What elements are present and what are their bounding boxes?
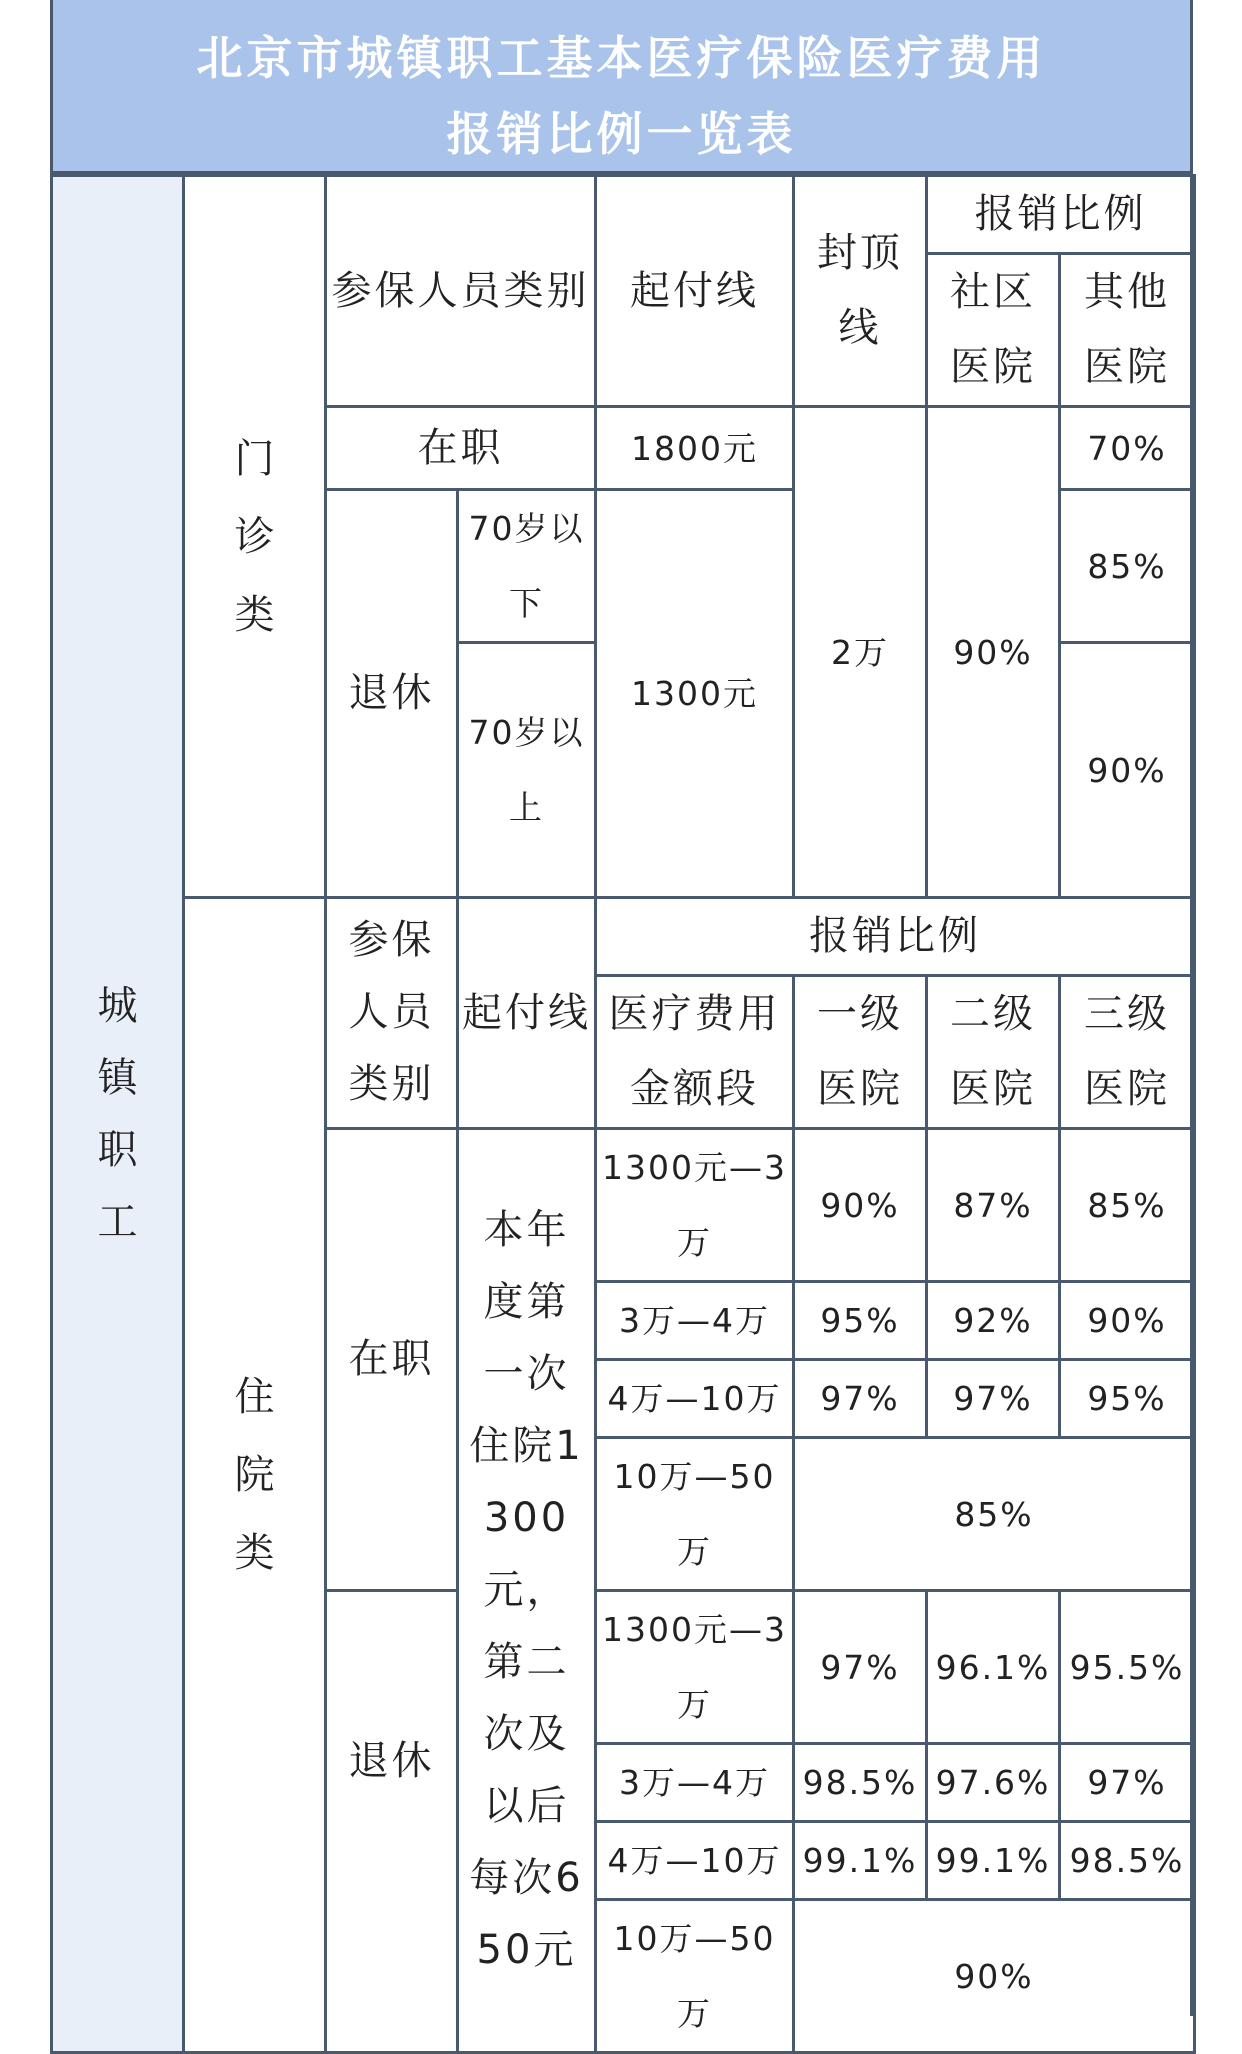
ip-header-level2-text: 二级医院 (950, 991, 1036, 1112)
ip-employed-range-4 (596, 1438, 794, 1591)
ip-deductible-text-content: 本年度第一次住院1300元，第二次及以后每次650元 (469, 1206, 584, 1973)
op-cap-value: 2万 (794, 407, 927, 898)
ip-retired-l2-2: 97.6% (927, 1744, 1060, 1822)
ip-retired-range-1 (596, 1591, 794, 1744)
ip-employed-l2-1: 87% (927, 1129, 1060, 1282)
op-employed-other-ratio: 70% (1060, 407, 1195, 490)
ip-employed-range-4-text: 10万—50万 (613, 1457, 776, 1571)
ip-retired-l2-3: 99.1% (927, 1822, 1060, 1900)
ip-header-deductible: 起付线 (458, 898, 596, 1129)
title-line-2: 报销比例一览表 (446, 107, 797, 161)
ip-header-ratio: 报销比例 (596, 898, 1195, 976)
ip-employed-l1-2: 95% (794, 1282, 927, 1360)
ip-header-amount (596, 976, 794, 1129)
op-retired-over70 (458, 643, 596, 898)
op-retired-deductible: 1300元 (596, 490, 794, 898)
op-employed-label: 在职 (326, 407, 596, 490)
ip-employed-range-2: 3万—4万 (596, 1282, 794, 1360)
ip-employed-l3-2: 90% (1060, 1282, 1195, 1360)
ip-retired-range-2: 3万—4万 (596, 1744, 794, 1822)
op-header-cap (794, 176, 927, 407)
ip-header-level1 (794, 976, 927, 1129)
ip-employed-range-1-text: 1300元—3万 (602, 1148, 787, 1262)
op-header-community (927, 254, 1060, 407)
op-header-deductible: 起付线 (596, 176, 794, 407)
inpatient-category-cell (184, 898, 326, 2053)
outpatient-category-cell (184, 176, 326, 898)
op-retired-under70 (458, 490, 596, 643)
ip-retired-label-text: 退休 (348, 1738, 435, 1784)
op-community-ratio: 90% (927, 407, 1060, 898)
op-employed-deductible: 1800元 (596, 407, 794, 490)
ip-retired-l3-3: 98.5% (1060, 1822, 1195, 1900)
title-line-1: 北京市城镇职工基本医疗保险医疗费用 (196, 31, 1047, 85)
side-label: 城镇职工 (97, 983, 138, 1245)
op-retired-over70-ratio: 90% (1060, 643, 1195, 898)
ip-retired-l2-1: 96.1% (927, 1591, 1060, 1744)
ip-header-level2 (927, 976, 1060, 1129)
ip-retired-range-4-text: 10万—50万 (613, 1919, 776, 2033)
ip-header-person-type (326, 898, 458, 1129)
ip-retired-all-4: 90% (794, 1900, 1195, 2053)
ip-employed-all-4: 85% (794, 1438, 1195, 1591)
op-header-person-type: 参保人员类别 (326, 176, 596, 407)
ip-retired-range-1-text: 1300元—3万 (602, 1610, 787, 1724)
op-retired-under70-text: 70岁以下 (468, 509, 585, 623)
ip-employed-l3-1: 85% (1060, 1129, 1195, 1282)
ip-retired-range-3: 4万—10万 (596, 1822, 794, 1900)
ip-header-level1-text: 一级医院 (817, 991, 903, 1112)
side-label-cell (52, 176, 184, 2053)
inpatient-category: 住院类 (234, 1374, 275, 1576)
op-header-community-text: 社区医院 (950, 269, 1036, 390)
ip-employed-l1-3: 97% (794, 1360, 927, 1438)
op-retired-over70-text: 70岁以上 (468, 713, 585, 827)
ip-employed-label: 在职 (326, 1129, 458, 1591)
outpatient-category: 门诊类 (234, 435, 275, 638)
ip-retired-range-4 (596, 1900, 794, 2053)
ip-retired-l1-3: 99.1% (794, 1822, 927, 1900)
reimbursement-table (50, 174, 1196, 2054)
ip-retired-l3-2: 97% (1060, 1744, 1195, 1822)
ip-deductible-text (458, 1129, 596, 2053)
ip-retired-l3-1: 95.5% (1060, 1591, 1195, 1744)
ip-employed-l1-1: 90% (794, 1129, 927, 1282)
ip-employed-range-1 (596, 1129, 794, 1282)
ip-employed-l2-2: 92% (927, 1282, 1060, 1360)
ip-employed-range-3: 4万—10万 (596, 1360, 794, 1438)
ip-retired-label (326, 1591, 458, 2053)
op-retired-label: 退休 (326, 490, 458, 898)
ip-retired-l1-2: 98.5% (794, 1744, 927, 1822)
table-title (50, 0, 1193, 174)
op-retired-under70-ratio: 85% (1060, 490, 1195, 643)
ip-retired-l1-1: 97% (794, 1591, 927, 1744)
op-header-cap-text: 封顶线 (817, 230, 903, 351)
ip-employed-l2-3: 97% (927, 1360, 1060, 1438)
op-header-other (1060, 254, 1195, 407)
ip-header-level3 (1060, 976, 1195, 1129)
ip-header-level3-text: 三级医院 (1084, 991, 1170, 1112)
ip-header-amount-text: 医疗费用金额段 (608, 991, 781, 1112)
op-header-other-text: 其他医院 (1084, 269, 1170, 390)
ip-employed-l3-3: 95% (1060, 1360, 1195, 1438)
ip-header-person-type-text: 参保人员类别 (348, 917, 435, 1107)
op-header-ratio: 报销比例 (927, 176, 1195, 254)
